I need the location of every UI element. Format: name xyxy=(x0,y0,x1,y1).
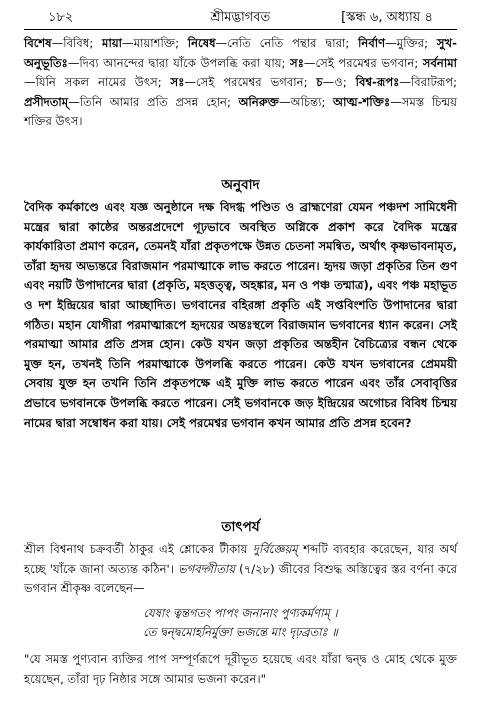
synonym-word: বিশ্ব-রূপঃ xyxy=(355,75,400,90)
synonym-meaning: সেই পরমেশ্বর ভগবান; xyxy=(315,55,423,70)
purport-term: দুর্বিজ্ঞেয়ম্ xyxy=(252,542,298,556)
synonym-word: মায়া xyxy=(102,36,123,50)
sanskrit-verse xyxy=(24,604,457,642)
verse-line: তে দ্বন্দ্বমোহনির্মুক্তা ভজন্তে মাং দৃঢ়ব্রতাঃ ॥ xyxy=(143,625,338,639)
synonym-word: সুখ-অনুভূতিঃ xyxy=(24,36,457,70)
synonym-word: প্রসীদতাম্ xyxy=(24,94,69,109)
purport-book-reference: ভগবদ্গীতায় xyxy=(177,561,236,576)
synonym-word: চ xyxy=(316,75,323,90)
synonym-meaning: মুক্তির; xyxy=(396,36,437,50)
synonym-meaning: তিনি আমার প্রতি প্রসন্ন হোন; xyxy=(79,94,239,109)
synonym-meaning: অচিন্ত্য; xyxy=(290,94,334,109)
synonym-meaning: যিনি সকল নামের উৎস; xyxy=(35,75,171,90)
translation-text: বৈদিক কর্মকাণ্ডে এবং যজ্ঞ অনুষ্ঠানে দক্ষ বিদগ্ধ পণ্ডিত ও ব্রাহ্মণেরা যেমন পঞ্চদশ সামিধেনী মন্ত্রের দ্বারা কাষ্ঠের অন্তরপ্রদেশে গূঢ়ভাবে অবস্থিত অগ্নিকে প্রকাশ করে বৈদিক মন্ত্রের কার্যকারিতা প্রমাণ করেন, তেমনই যাঁরা প্রকৃতপক্ষে উন্নত চেতনা সমন্বিত, অর্থাৎ কৃষ্ণভাবনামৃত, তাঁরা হৃদয় অভ্যন্তরে বিরাজমান পরমাত্মাকে লাভ করতে পারেন। হৃদয় জড়া প্রকৃতির তিন গুণ এবং নয়টি উপাদানের দ্বারা (প্রকৃতি, মহত্তত্ত্ব, অহঙ্কার, মন ও পঞ্চ তন্মাত্র), এবং পঞ্চ মহাভূত ও দশ ইন্দ্রিয়ের দ্বারা আচ্ছাদিত। ভগবানের বহিরঙ্গা প্রকৃতি এই সপ্তবিংশতি উপাদানের দ্বারা গঠিত। মহান যোগীরা পরমাত্মারূপে হৃদয়ের অন্তঃস্থলে বিরাজমান ভগবানের ধ্যান করেন। সেই পরমাত্মা আমার প্রতি প্রসন্ন হোন। কেউ যখন জড়া প্রকৃতির অন্তহীন বৈচিত্র্যের বন্ধন থেকে মুক্ত হন, তখনই তিনি পরমাত্মাকে উপলব্ধি করতে পারেন। কেউ যখন ভগবানের প্রেমময়ী সেবায় যুক্ত হন তখনি তিনি প্রকৃতপক্ষে এই মুক্তি লাভ করতে পারেন এবং তাঁর সেবাবৃত্তির প্রভাবে ভগবানকে উপলব্ধি করতে পারেন। সেই ভগবানকে জড় ইন্দ্রিয়ের অগোচর বিবিধ চিন্ময় নামের দ্বারা সম্বোধন করা যায়। সেই পরমেশ্বর ভগবান কখন আমার প্রতি প্রসন্ন হবেন? xyxy=(24,200,457,430)
synonym-word: নিষেধ xyxy=(187,36,216,50)
synonym-meaning: সমস্ত চিন্ময় শক্তির উৎস। xyxy=(24,94,458,129)
purport-segment: শব্দটি ব্যবহার করেছেন, যার অর্থ হচ্ছে 'যাঁকে জানা অত্যন্ত কঠিন'। xyxy=(24,542,457,576)
synonym-meaning: সেই পরমেশ্বর ভগবান; xyxy=(195,75,317,90)
purport-text xyxy=(24,540,457,599)
synonym-meaning: বিবিধ; xyxy=(63,36,103,50)
page-number: ১৮২ xyxy=(48,10,74,25)
synonym-meaning: বিরাটরূপ; xyxy=(410,75,458,90)
verse-line: যেষাং ত্বন্তগতং পাপং জনানাং পুণ্যকর্মণাম্ । xyxy=(143,606,338,620)
synonym-word: সর্বনামা xyxy=(422,55,457,70)
purport-heading: তাৎপর্য xyxy=(221,519,260,535)
synonym-word: নির্বাণ xyxy=(358,36,386,50)
synonym-word: সঃ xyxy=(170,75,185,90)
synonym-meaning: মায়াশক্তি; xyxy=(133,36,188,50)
synonym-meaning: দিব্য আনন্দের দ্বারা যাঁকে উপলব্ধি করা যায়; xyxy=(79,55,291,70)
synonyms-block: বিশেষ—বিবিধ; মায়া—মায়াশক্তি; নিষেধ—নেতি নেতি পন্থার দ্বারা; নির্বাণ—মুক্তির; সুখ-অনুভূতিঃ—দিব্য আনন্দের দ্বারা যাঁকে উপলব্ধি করা যায়; সঃ—সেই পরমেশ্বর ভগবান; সর্বনামা—যিনি সকল নামের উৎস; সঃ—সেই পরমেশ্বর ভগবান; চ—ও; বিশ্ব-রূপঃ—বিরাটরূপ; প্রসীদতাম্—তিনি আমার প্রতি প্রসন্ন হোন; অনিরুক্ত—অচিন্ত্য; আত্ম-শক্তিঃ—সমস্ত চিন্ময় শক্তির উৎস। xyxy=(24,36,458,129)
page-header xyxy=(24,0,457,28)
translation-heading: অনুবাদ xyxy=(221,177,260,193)
synonym-word: বিশেষ xyxy=(24,36,52,50)
header-rule xyxy=(24,29,457,30)
purport-segment: (৭/২৮) জীবের বিশুদ্ধ অস্তিত্বের স্তর বর্ণনা করে ভগবান শ্রীকৃষ্ণ বলেছেন— xyxy=(24,561,457,596)
synonym-word: সঃ xyxy=(290,55,304,70)
book-title: শ্রীমদ্ভাগবত xyxy=(210,10,271,25)
purport-segment: শ্রীল বিশ্বনাথ চক্রবর্তী ঠাকুর এই শ্লোকের টীকায় xyxy=(24,542,253,556)
synonym-meaning: ও; xyxy=(334,75,356,90)
verse-translation-quote: "যে সমস্ত পুণ্যবান ব্যক্তির পাপ সম্পূর্ণরূপে দূরীভূত হয়েছে এবং যাঁরা দ্বন্দ্ব ও মোহ থেকে মুক্ত হয়েছেন, তাঁরা দৃঢ় নিষ্ঠার সঙ্গে আমার ভজনা করেন।" xyxy=(24,652,457,686)
synonym-meaning: নেতি নেতি পন্থার দ্বারা; xyxy=(227,36,359,50)
chapter-reference: [স্কন্ধ ৬, অধ্যায় ৪ xyxy=(341,10,433,25)
synonym-word: অনিরুক্ত xyxy=(238,94,279,109)
synonym-word: আত্ম-শক্তিঃ xyxy=(333,94,391,109)
